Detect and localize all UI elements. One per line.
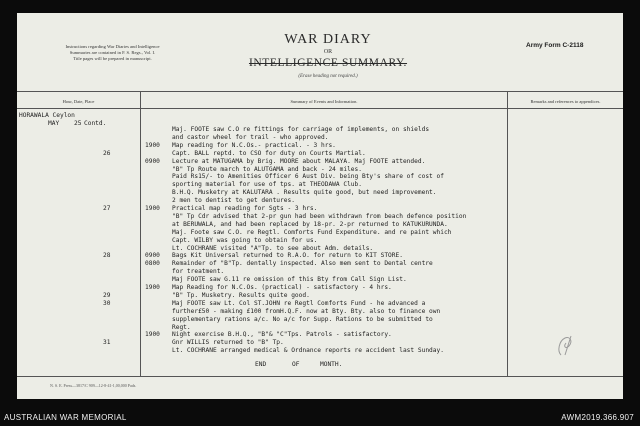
entry-summary-line: Night exercise B.H.Q., "B"& "C"Tps. Patrols - satisfactory. (172, 331, 392, 339)
entry-time: 0900 (145, 157, 160, 165)
entry-summary-line: for treatment. (172, 268, 225, 276)
entry-summary-line: Paid Rs15/- to Amenities Officer 6 Aust Div. being Bty's share of cost of (172, 173, 444, 181)
column-divider-place (140, 91, 141, 376)
struck-title: INTELLIGENCE SUMMARY. (248, 57, 408, 69)
end-word: MONTH. (320, 361, 343, 368)
entry-summary-line: Bags Kit Universal returned to R.A.O. for return to KIT STORE. (172, 252, 403, 260)
entry-date: 28 (103, 252, 111, 260)
entry-summary-line: Regt. (172, 323, 191, 331)
entry-date: 30 (103, 299, 111, 307)
entry-summary-line: Remainder of "B"Tp. dentally inspected. Also mem sent to Dental centre (172, 260, 433, 268)
entry-time: 1900 (145, 284, 160, 291)
instructions-line: Summaries are contained in F. S. Regs., Vol. I. (69, 50, 156, 55)
entry-summary-line: Lecture at MATUGAMA by Brig. MOORE about MALAYA. Maj FOOTE attended. (172, 157, 426, 165)
entry-summary-line: Maj. FOOTE saw C.O re fittings for carriage of implements, on shields (172, 126, 430, 133)
entry-summary-line: Practical map reading for Sgts - 3 hrs. (172, 205, 318, 212)
entry-summary-line: at BERUWALA, and had been replaced by 18-pr. 2-pr returned to KATUKURUNDA. (172, 220, 448, 228)
entry-time: 0800 (145, 260, 160, 268)
printer-imprint: N. S. E. Press—3817/C 909—12-8-41-1,00,000 Pads. (50, 383, 137, 388)
entry-summary-line: Map reading for N.C.Os.- practical. - 3 hrs. (172, 141, 336, 149)
entry-time: 1900 (145, 331, 160, 339)
entry-time: 1900 (145, 141, 160, 149)
column-header-summary: Summary of Events and Information. (290, 99, 358, 104)
entry-time: 0900 (145, 252, 160, 260)
entry-summary-line: Lt. COCHRANE arranged medical & Ordnance reports re accident last Sunday. (172, 347, 444, 355)
entry-date: 26 (103, 149, 111, 157)
entry-summary-line: Maj. Foote saw C.O. re Regtl. Comforts Fund Expenditure. and re paint which (172, 228, 452, 236)
table-bottom-rule (17, 376, 623, 377)
table-top-rule (17, 91, 623, 92)
page-title: WAR DIARY (284, 32, 372, 47)
entry-summary-line: "B" Tp Cdr advised that 2-pr gun had been withdrawn from beach defence position (172, 212, 467, 220)
entry-date: 27 (103, 205, 111, 212)
entry-summary-line: Gnr WILLIS returned to "B" Tp. (172, 339, 284, 347)
entry-summary-line: B.H.Q. Musketry at KALUTARA . Results quite good, but need improvement. (172, 189, 437, 197)
erase-note: (Erase heading not required.) (298, 74, 358, 79)
entry-date: 29 (103, 291, 111, 299)
month-label: MAY (48, 120, 60, 127)
entry-summary-line: Capt. WILBY was going to obtain for us. (172, 236, 318, 244)
entry-summary-line: Maj FOOTE saw Lt. Col ST.JOHN re Regtl Comforts Fund - he advanced a (172, 299, 426, 307)
instructions-line: Instructions regarding War Diaries and Intelligence (65, 44, 160, 49)
end-word: END (255, 361, 267, 368)
handwritten-initial (555, 333, 577, 359)
archive-credit: AUSTRALIAN WAR MEMORIAL (4, 413, 127, 422)
archive-reference: AWM2019.366.907 (561, 413, 634, 422)
instructions-note (45, 44, 180, 62)
entry-summary-line: sporting material for use of tps. at THEODAWA Club. (172, 181, 362, 189)
entry-summary-line: Map Reading for N.C.Os. (practical) - satisfactory - 4 hrs. (172, 284, 392, 291)
entry-summary-line: "B" Tp. Musketry. Results quite good. (172, 291, 310, 299)
entry-summary-line: and castor wheel for trail - who approved. (172, 133, 329, 141)
column-divider-remarks (507, 91, 508, 376)
entry-date: 25 (74, 120, 82, 127)
entry-summary-line: Lt. COCHRANE visited "A"Tp. to see about Adm. details. (172, 244, 374, 252)
entry-date: 31 (103, 339, 111, 347)
end-word: OF (292, 361, 300, 368)
army-form-label: Army Form C-2118 (526, 42, 584, 49)
entry-summary-line: further£50 - making £100 fromH.Q.F. now at Bty. Bty. also to finance own (172, 307, 441, 315)
column-header-place: Hour, Date, Place (62, 99, 95, 104)
header-bottom-rule (17, 108, 623, 109)
entry-time: 1900 (145, 205, 160, 212)
entry-summary-line: Maj FOOTE saw G.11 re omission of this Bty from Call Sign List. (172, 276, 407, 284)
title-or: OR (323, 49, 333, 55)
instructions-line: Title pages will be prepared in manuscript. (73, 56, 152, 61)
column-header-remarks: Remarks and references to appendices. (530, 99, 601, 104)
entry-summary-line: supplementary rations a/c. No a/c for Supp. Rations to be submitted to (172, 315, 433, 323)
entry-summary-line: Contd. (84, 120, 107, 127)
entry-summary-line: Capt. BALL reptd. to CSO for duty on Courts Martial. (172, 149, 366, 157)
place-name: HORAWALA Ceylon (19, 112, 75, 119)
entry-summary-line: 2 men to dentist to get dentures. (172, 197, 295, 205)
entry-summary-line: "B" Tp Route march to ALUTGAMA and back - 24 miles. (172, 165, 362, 173)
